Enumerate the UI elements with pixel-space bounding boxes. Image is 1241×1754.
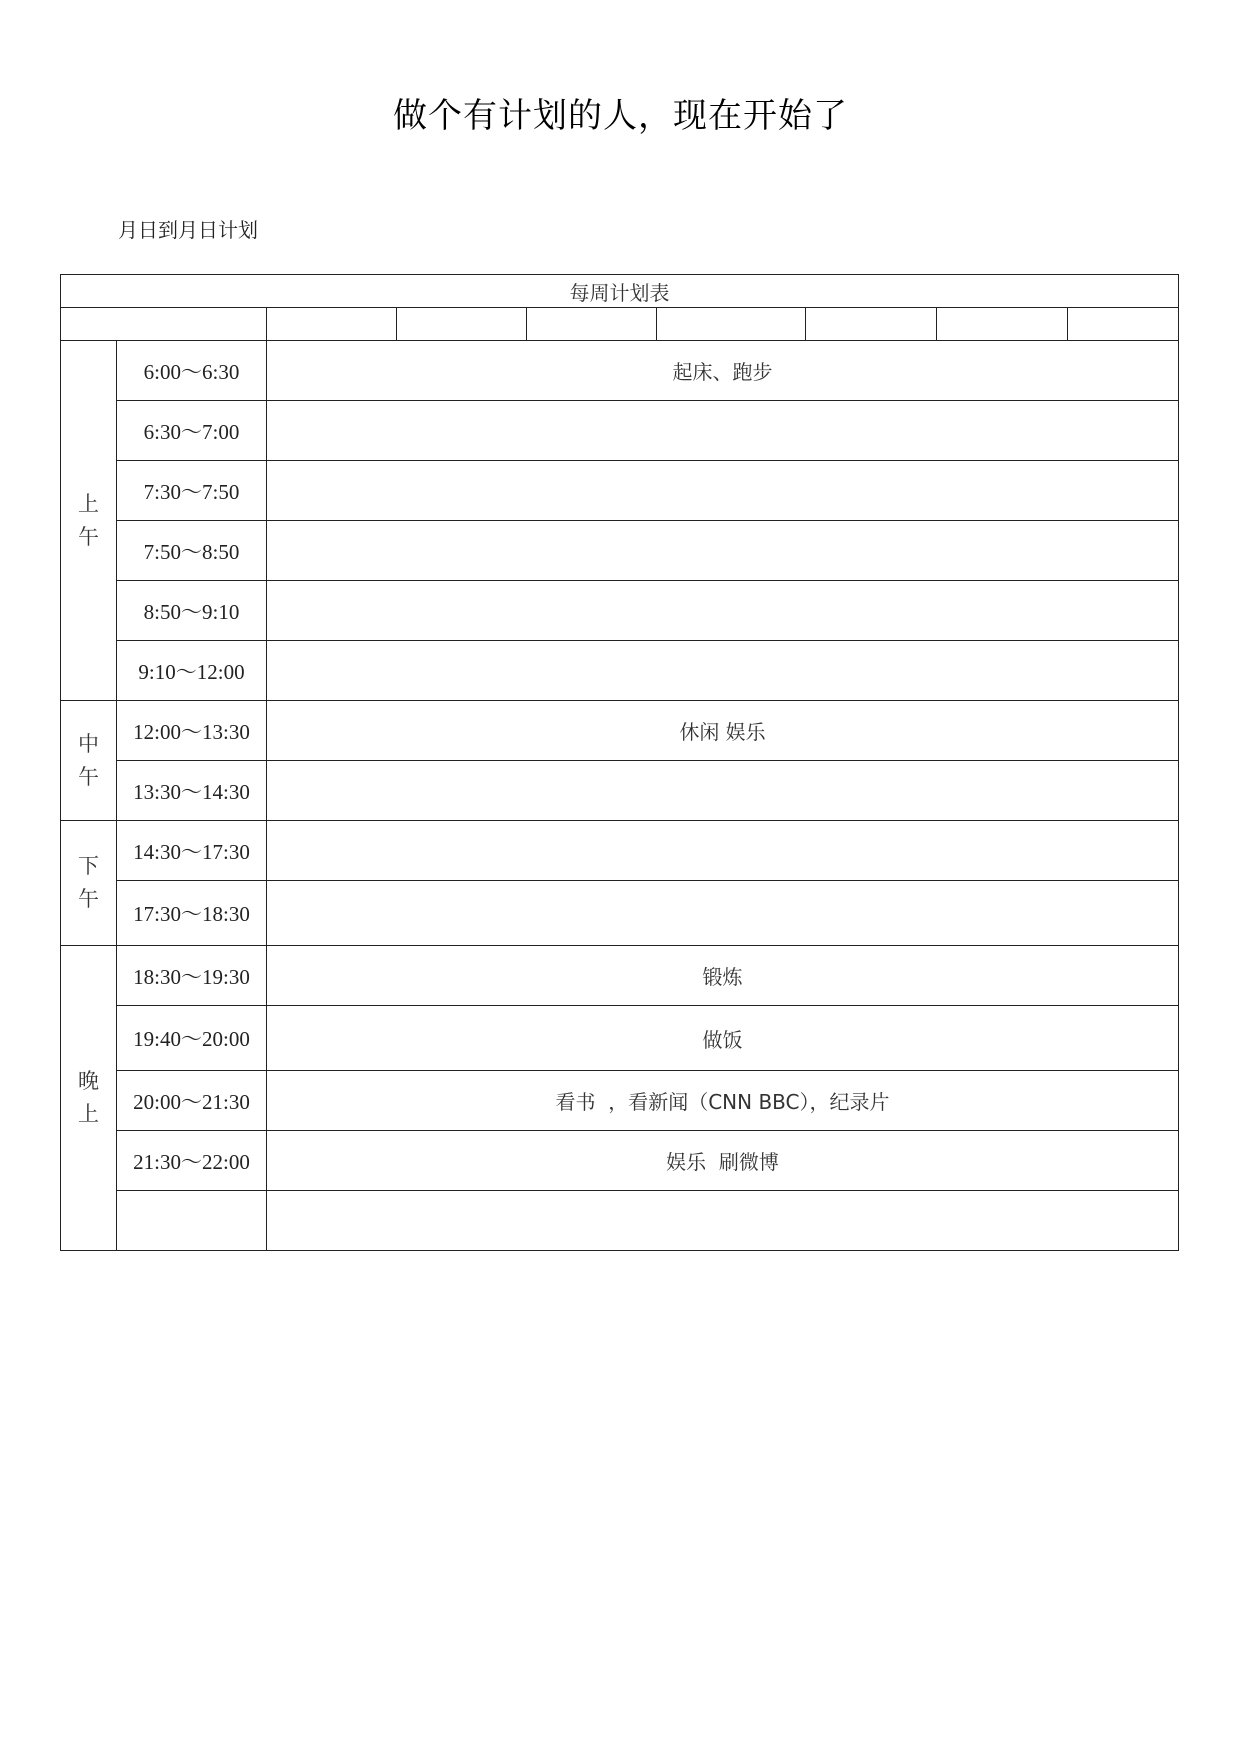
- time-slot: 7:30～7:50: [117, 461, 267, 521]
- table-row: [61, 881, 1179, 946]
- table-row: [61, 641, 1179, 701]
- table-row: [61, 1071, 1179, 1131]
- activity-cell: [267, 881, 1179, 946]
- table-row: [61, 946, 1179, 1006]
- table-row: [61, 821, 1179, 881]
- weekly-plan-table: [60, 274, 1179, 1251]
- period-label-noon: 中 午: [61, 701, 117, 821]
- day-header-cell: [1068, 308, 1179, 341]
- period-label-evening: 晚 上: [61, 946, 117, 1251]
- table-row: [61, 1191, 1179, 1251]
- table-row: [61, 401, 1179, 461]
- period-label-afternoon: 下 午: [61, 821, 117, 946]
- activity-cell: 做饭: [267, 1006, 1179, 1071]
- activity-cell: 娱乐 刷微博: [267, 1131, 1179, 1191]
- time-slot: 12:00～13:30: [117, 701, 267, 761]
- day-header-row: [61, 308, 1179, 341]
- table-row: [61, 521, 1179, 581]
- day-header-cell: [397, 308, 527, 341]
- table-row: [61, 1131, 1179, 1191]
- time-slot: 21:30～22:00: [117, 1131, 267, 1191]
- table-row: [61, 461, 1179, 521]
- table-row: [61, 581, 1179, 641]
- activity-cell: [267, 641, 1179, 701]
- activity-cell: [267, 521, 1179, 581]
- activity-cell: 看书 ，看新闻（CNN BBC），纪录片: [267, 1071, 1179, 1131]
- time-slot: 19:40～20:00: [117, 1006, 267, 1071]
- activity-cell: [267, 461, 1179, 521]
- time-slot: 6:30～7:00: [117, 401, 267, 461]
- time-slot: [117, 1191, 267, 1251]
- table-row: [61, 761, 1179, 821]
- time-slot: 7:50～8:50: [117, 521, 267, 581]
- day-header-cell: [267, 308, 397, 341]
- time-slot: 14:30～17:30: [117, 821, 267, 881]
- activity-cell: [267, 581, 1179, 641]
- activity-cell: 锻炼: [267, 946, 1179, 1006]
- time-slot: 17:30～18:30: [117, 881, 267, 946]
- period-label-morning: 上 午: [61, 341, 117, 701]
- header-corner-cell: [61, 308, 267, 341]
- time-slot: 20:00～21:30: [117, 1071, 267, 1131]
- activity-cell: 起床、跑步: [267, 341, 1179, 401]
- activity-cell: [267, 1191, 1179, 1251]
- time-slot: 13:30～14:30: [117, 761, 267, 821]
- page-title: 做个有计划的人，现在开始了: [393, 96, 848, 136]
- time-slot: 6:00～6:30: [117, 341, 267, 401]
- time-slot: 9:10～12:00: [117, 641, 267, 701]
- table-row: [61, 1006, 1179, 1071]
- plan-date-range: 月日到月日计划: [118, 218, 258, 242]
- table-row: [61, 701, 1179, 761]
- day-header-cell: [657, 308, 806, 341]
- table-caption: 每周计划表: [61, 275, 1179, 308]
- activity-cell: [267, 821, 1179, 881]
- activity-cell: [267, 761, 1179, 821]
- day-header-cell: [806, 308, 937, 341]
- day-header-cell: [527, 308, 657, 341]
- time-slot: 8:50～9:10: [117, 581, 267, 641]
- table-row: [61, 341, 1179, 401]
- day-header-cell: [937, 308, 1068, 341]
- activity-cell: [267, 401, 1179, 461]
- time-slot: 18:30～19:30: [117, 946, 267, 1006]
- activity-cell: 休闲 娱乐: [267, 701, 1179, 761]
